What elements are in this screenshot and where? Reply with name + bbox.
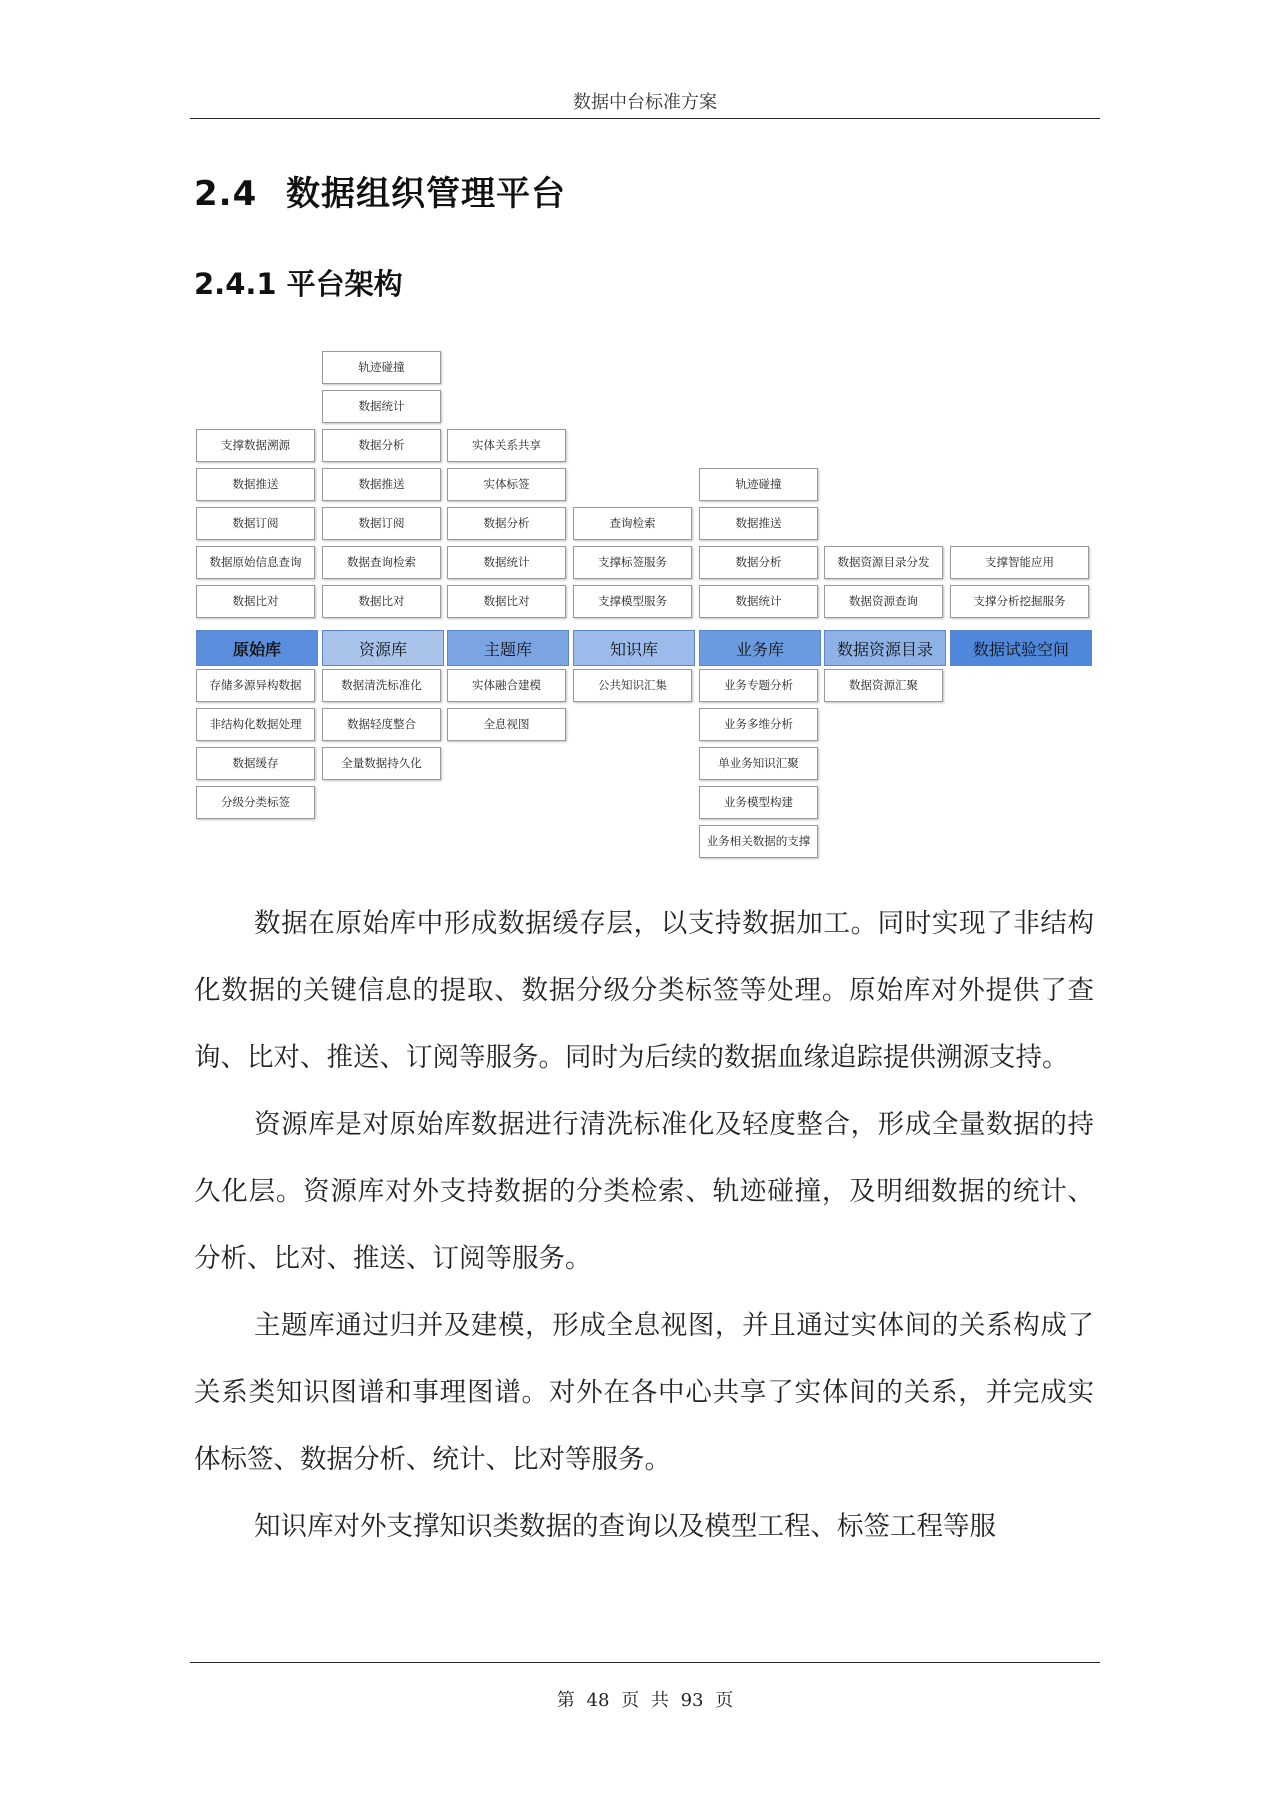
capability-box: 业务模型构建 (699, 786, 818, 819)
layer-header: 业务库 (699, 630, 821, 666)
section-number: 2.4 (194, 174, 258, 214)
service-box: 数据分析 (447, 507, 566, 540)
service-box: 数据推送 (322, 468, 441, 501)
service-box: 支撑智能应用 (950, 546, 1089, 579)
capability-box: 单业务知识汇聚 (699, 747, 818, 780)
capability-box: 存储多源异构数据 (196, 669, 315, 702)
service-box: 数据比对 (196, 585, 315, 618)
section-heading (194, 166, 566, 215)
service-box: 数据资源目录分发 (824, 546, 943, 579)
capability-box: 全息视图 (447, 708, 566, 741)
paragraph: 知识库对外支撑知识类数据的查询以及模型工程、标签工程等服 (254, 1511, 996, 1542)
service-box: 数据比对 (322, 585, 441, 618)
service-box: 支撑标签服务 (573, 546, 692, 579)
service-box: 支撑模型服务 (573, 585, 692, 618)
service-box: 数据推送 (699, 507, 818, 540)
service-box: 查询检索 (573, 507, 692, 540)
service-box: 数据订阅 (322, 507, 441, 540)
body-text (194, 890, 1094, 1560)
service-box: 支撑数据溯源 (196, 429, 315, 462)
capability-box: 分级分类标签 (196, 786, 315, 819)
service-box: 数据订阅 (196, 507, 315, 540)
service-box: 数据查询检索 (322, 546, 441, 579)
paragraph: 资源库是对原始库数据进行清洗标准化及轻度整合，形成全量数据的持久化层。资源库对外支持数据的分类检索、轨迹碰撞，及明细数据的统计、分析、比对、推送、订阅等服务。 (194, 1109, 1094, 1274)
capability-box: 业务多维分析 (699, 708, 818, 741)
capability-box: 数据清洗标准化 (322, 669, 441, 702)
footer-rule (190, 1662, 1100, 1663)
capability-box: 业务专题分析 (699, 669, 818, 702)
capability-box: 公共知识汇集 (573, 669, 692, 702)
service-box: 轨迹碰撞 (699, 468, 818, 501)
service-box: 数据原始信息查询 (196, 546, 315, 579)
page-header-title: 数据中台标准方案 (573, 92, 717, 113)
layer-header: 数据资源目录 (824, 630, 946, 666)
service-box: 支撑分析挖掘服务 (950, 585, 1089, 618)
capability-box: 业务相关数据的支撑 (699, 825, 818, 858)
service-box: 实体标签 (447, 468, 566, 501)
capability-box: 数据轻度整合 (322, 708, 441, 741)
page-footer: 第 48 页 共 93 页 (556, 1690, 734, 1711)
service-box: 数据资源查询 (824, 585, 943, 618)
capability-box: 非结构化数据处理 (196, 708, 315, 741)
architecture-diagram (0, 0, 1280, 900)
service-box: 数据分析 (322, 429, 441, 462)
layer-header: 资源库 (322, 630, 444, 666)
layer-header: 数据试验空间 (950, 630, 1092, 666)
layer-header: 主题库 (447, 630, 569, 666)
paragraph: 数据在原始库中形成数据缓存层，以支持数据加工。同时实现了非结构化数据的关键信息的提取、数据分级分类标签等处理。原始库对外提供了查询、比对、推送、订阅等服务。同时为后续的数据血缘追踪提供溯源支持。 (194, 908, 1094, 1073)
capability-box: 数据缓存 (196, 747, 315, 780)
subsection-heading: 2.4.1 平台架构 (194, 267, 403, 301)
service-box: 轨迹碰撞 (322, 351, 441, 384)
service-box: 数据统计 (322, 390, 441, 423)
service-box: 数据统计 (447, 546, 566, 579)
paragraph: 主题库通过归并及建模，形成全息视图，并且通过实体间的关系构成了关系类知识图谱和事理图谱。对外在各中心共享了实体间的关系，并完成实体标签、数据分析、统计、比对等服务。 (194, 1310, 1094, 1475)
layer-header: 原始库 (196, 630, 318, 666)
capability-box: 数据资源汇聚 (824, 669, 943, 702)
capability-box: 全量数据持久化 (322, 747, 441, 780)
service-box: 数据分析 (699, 546, 818, 579)
section-title: 数据组织管理平台 (286, 174, 566, 214)
service-box: 数据统计 (699, 585, 818, 618)
header-rule (190, 118, 1100, 119)
layer-header: 知识库 (573, 630, 695, 666)
service-box: 数据推送 (196, 468, 315, 501)
service-box: 数据比对 (447, 585, 566, 618)
capability-box: 实体融合建模 (447, 669, 566, 702)
service-box: 实体关系共享 (447, 429, 566, 462)
